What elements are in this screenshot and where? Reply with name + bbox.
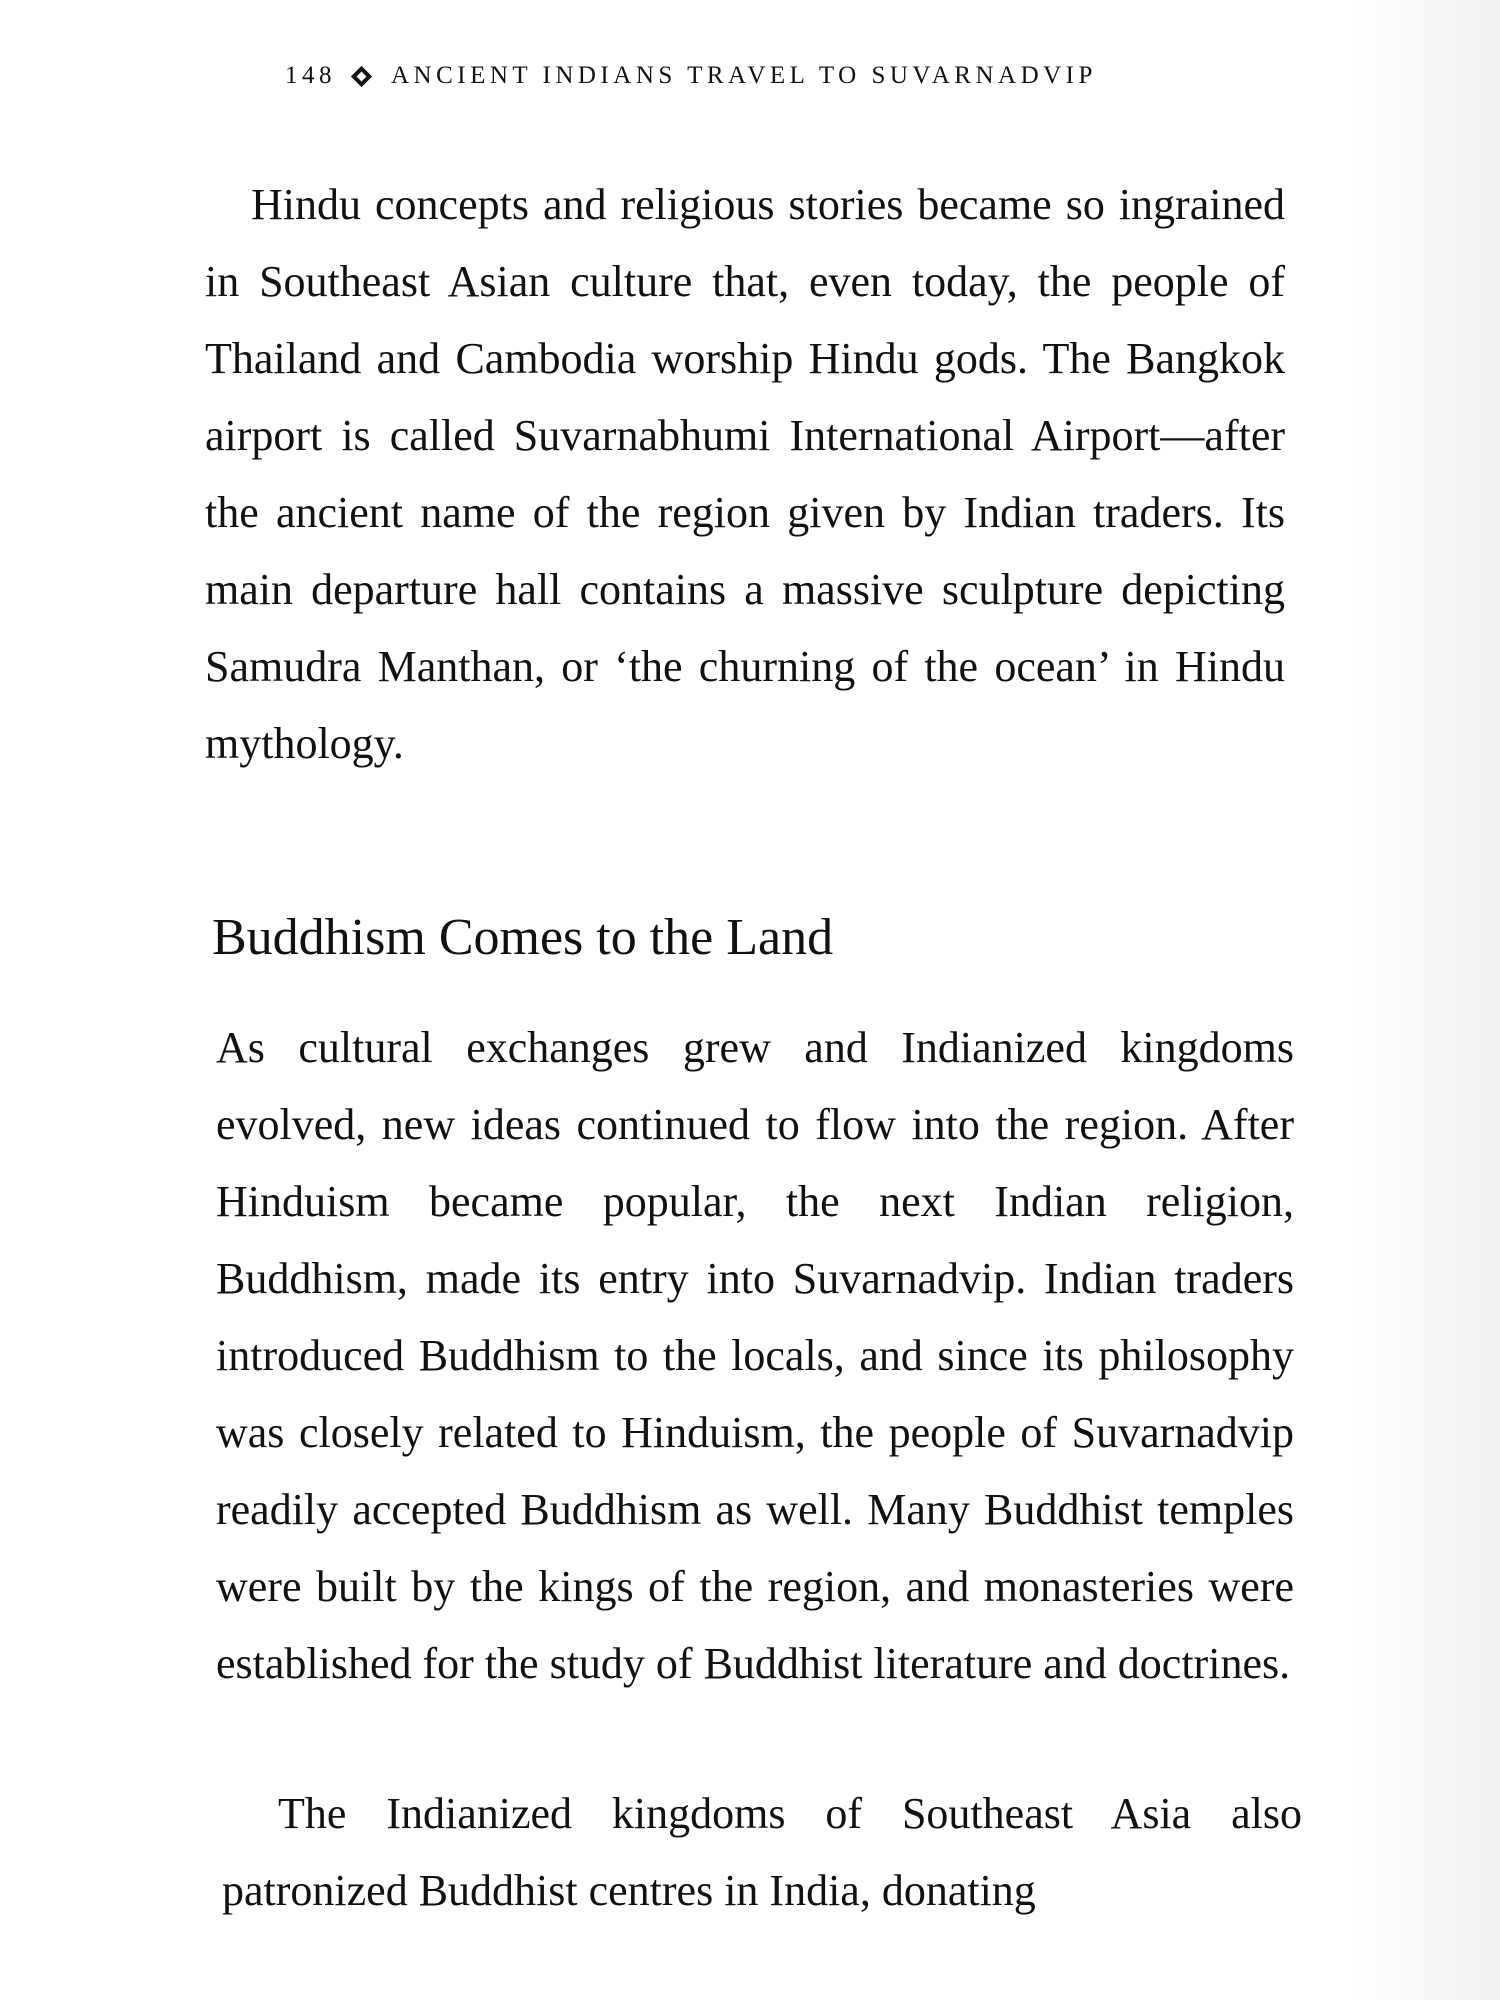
page-number: 148 xyxy=(285,62,336,89)
running-head-title: ANCIENT INDIANS TRAVEL TO SUVARNADVIP xyxy=(391,62,1097,89)
diamond-ornament-icon xyxy=(351,65,372,86)
section-heading: Buddhism Comes to the Land xyxy=(212,909,834,966)
body-paragraph-2 xyxy=(216,1009,1294,1702)
paragraph-text: As cultural exchanges grew and Indianized kingdoms evolved, new ideas continued to flow into the region. After Hinduism became popular, the next Indian religion, Buddhism, made its entry into Suvarnadvip. Indian traders introduced Buddhism to the locals, and since its philosophy was closely related to Hinduism, the people of Suvarnadvip readily accepted Buddhism as well. Many Buddhist temples were built by the kings of the region, and monasteries were established for the study of Buddhist literature and doctrines. xyxy=(216,1023,1294,1688)
running-head xyxy=(285,62,1097,90)
paragraph-text: Hindu concepts and religious stories became so ingrained in Southeast Asian culture that, even today, the people of Thailand and Cambodia worship Hindu gods. The Bangkok airport is called Suvarnabhumi International Airport—after the ancient name of the region given by Indian traders. Its main departure hall contains a massive sculpture depicting Samudra Manthan, or ‘the churning of the ocean’ in Hindu mythology. xyxy=(205,180,1285,768)
body-paragraph-1 xyxy=(205,166,1285,782)
paragraph-text: The Indianized kingdoms of Southeast Asia also patronized Buddhist centres in India, donating xyxy=(222,1789,1302,1915)
body-paragraph-3 xyxy=(222,1775,1302,1929)
page-edge-shadow xyxy=(1350,0,1500,2000)
